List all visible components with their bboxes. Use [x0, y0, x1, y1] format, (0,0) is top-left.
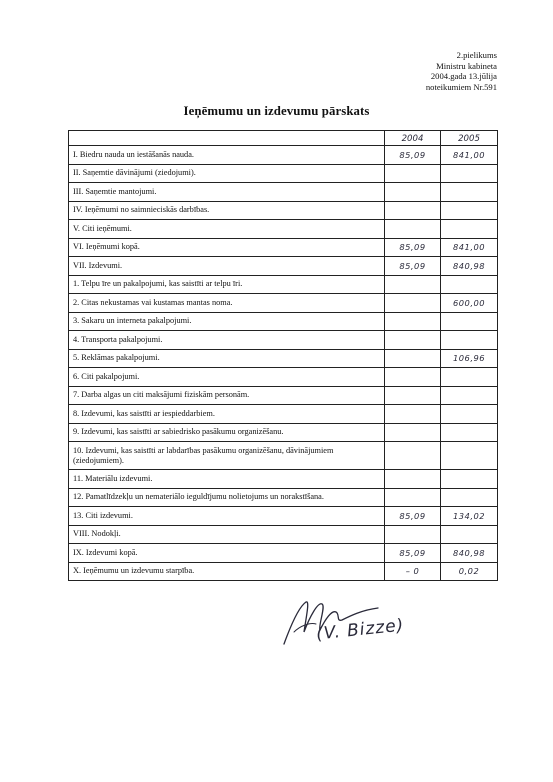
document-title: Ieņēmumu un izdevumu pārskats: [183, 104, 370, 118]
row-value-2004: [385, 405, 441, 424]
row-value-2005: [441, 386, 498, 405]
row-value-2004: [385, 331, 441, 350]
note-line: 2004.gada 13.jūlija: [430, 71, 497, 81]
row-value-2005: 840,98: [441, 544, 498, 563]
row-label-cell: 2. Citas nekustamas vai kustamas mantas noma.: [69, 294, 385, 313]
table-row: [69, 183, 498, 202]
table-row: [69, 349, 498, 368]
table-row: [69, 507, 498, 526]
row-label-cell: II. Saņemtie dāvinājumi (ziedojumi).: [69, 164, 385, 183]
table-row: [69, 544, 498, 563]
table-row: [69, 331, 498, 350]
row-label-cell: 10. Izdevumi, kas saistīti ar labdarības pasākumu organizēšanu, dāvinājumiem (ziedojumiem).: [69, 442, 385, 470]
table-row: [69, 470, 498, 489]
row-value-2004: [385, 220, 441, 239]
row-value-2004: 85,09: [385, 507, 441, 526]
table-row: [69, 146, 498, 165]
table-row: [69, 312, 498, 331]
table-header-row: [69, 131, 498, 146]
signature-name: (V. Bizze): [315, 615, 406, 645]
row-value-2004: [385, 488, 441, 507]
row-value-2005: [441, 201, 498, 220]
row-label-cell: IV. Ieņēmumi no saimnieciskās darbības.: [69, 201, 385, 220]
row-value-2004: – 0: [385, 562, 441, 581]
row-value-2004: [385, 164, 441, 183]
row-value-2005: [441, 220, 498, 239]
row-value-2005: 0,02: [441, 562, 498, 581]
row-value-2005: [441, 312, 498, 331]
row-value-2004: [385, 183, 441, 202]
table-row: [69, 423, 498, 442]
note-line: noteikumiem Nr.591: [425, 81, 497, 92]
row-value-2004: [385, 423, 441, 442]
row-label-cell: 9. Izdevumi, kas saistīti ar sabiedrisko pasākumu organizēšanu.: [69, 423, 385, 442]
row-label-cell: VII. Izdevumi.: [69, 257, 385, 276]
row-value-2005: [441, 423, 498, 442]
row-label-cell: 12. Pamatlīdzekļu un nemateriālo ieguldījumu nolietojums un norakstīšana.: [69, 488, 385, 507]
row-value-2005: 841,00: [441, 146, 498, 165]
row-value-2004: [385, 275, 441, 294]
row-value-2005: 134,02: [441, 507, 498, 526]
row-value-2005: [441, 405, 498, 424]
note-line: 2.pielikums: [456, 50, 497, 60]
row-value-2005: [441, 368, 498, 387]
row-label-cell: V. Citi ieņēmumi.: [69, 220, 385, 239]
report-table: [68, 130, 498, 581]
row-label-cell: 6. Citi pakalpojumi.: [69, 368, 385, 387]
table-row: [69, 220, 498, 239]
row-value-2004: [385, 386, 441, 405]
row-value-2004: [385, 525, 441, 544]
row-label-cell: 3. Sakaru un interneta pakalpojumi.: [69, 312, 385, 331]
row-label-cell: 7. Darba algas un citi maksājumi fiziskām personām.: [69, 386, 385, 405]
row-value-2004: 85,09: [385, 257, 441, 276]
row-value-2005: [441, 525, 498, 544]
table-row: [69, 164, 498, 183]
row-value-2005: 600,00: [441, 294, 498, 313]
appendix-note: [426, 50, 497, 92]
row-label-cell: IX. Izdevumi kopā.: [69, 544, 385, 563]
row-value-2004: 85,09: [385, 544, 441, 563]
table-row: [69, 294, 498, 313]
header-year-text: 2004: [401, 133, 424, 144]
header-label-cell: [69, 131, 385, 146]
row-value-2005: 106,96: [441, 349, 498, 368]
table-row: [69, 442, 498, 470]
table-row: [69, 405, 498, 424]
note-line: Ministru kabineta: [436, 60, 497, 71]
row-value-2004: [385, 442, 441, 470]
row-label-cell: I. Biedru nauda un iestāšanās nauda.: [69, 146, 385, 165]
row-value-2004: [385, 368, 441, 387]
table-row: [69, 488, 498, 507]
table-row: [69, 386, 498, 405]
row-label-cell: VIII. Nodokļi.: [69, 525, 385, 544]
row-value-2004: [385, 312, 441, 331]
table-row: [69, 201, 498, 220]
row-value-2004: [385, 294, 441, 313]
row-label-cell: 11. Materiālu izdevumi.: [69, 470, 385, 489]
row-value-2005: [441, 183, 498, 202]
row-label-cell: 13. Citi izdevumi.: [69, 507, 385, 526]
row-value-2005: 840,98: [441, 257, 498, 276]
row-label-cell: 1. Telpu īre un pakalpojumi, kas saistīti ar telpu īri.: [69, 275, 385, 294]
table-row: [69, 562, 498, 581]
row-value-2005: [441, 470, 498, 489]
row-value-2004: 85,09: [385, 146, 441, 165]
row-label-cell: 5. Reklāmas pakalpojumi.: [69, 349, 385, 368]
row-value-2005: [441, 488, 498, 507]
header-year-text: 2005: [458, 133, 480, 144]
row-value-2004: [385, 201, 441, 220]
row-label-cell: 8. Izdevumi, kas saistīti ar iespieddarbiem.: [69, 405, 385, 424]
row-value-2005: [441, 331, 498, 350]
row-value-2004: [385, 470, 441, 489]
row-label-cell: 4. Transporta pakalpojumi.: [69, 331, 385, 350]
row-label-cell: III. Saņemtie mantojumi.: [69, 183, 385, 202]
row-label-cell: X. Ieņēmumu un izdevumu starpība.: [69, 562, 385, 581]
row-value-2005: [441, 442, 498, 470]
header-year-2004: [385, 131, 441, 146]
header-year-2005: [441, 131, 498, 146]
table-row: [69, 238, 498, 257]
table-row: [69, 525, 498, 544]
row-value-2005: 841,00: [441, 238, 498, 257]
row-value-2005: [441, 275, 498, 294]
table-row: [69, 368, 498, 387]
row-value-2005: [441, 164, 498, 183]
row-value-2004: [385, 349, 441, 368]
row-label-cell: VI. Ieņēmumi kopā.: [69, 238, 385, 257]
table-row: [69, 257, 498, 276]
table-row: [69, 275, 498, 294]
row-value-2004: 85,09: [385, 238, 441, 257]
